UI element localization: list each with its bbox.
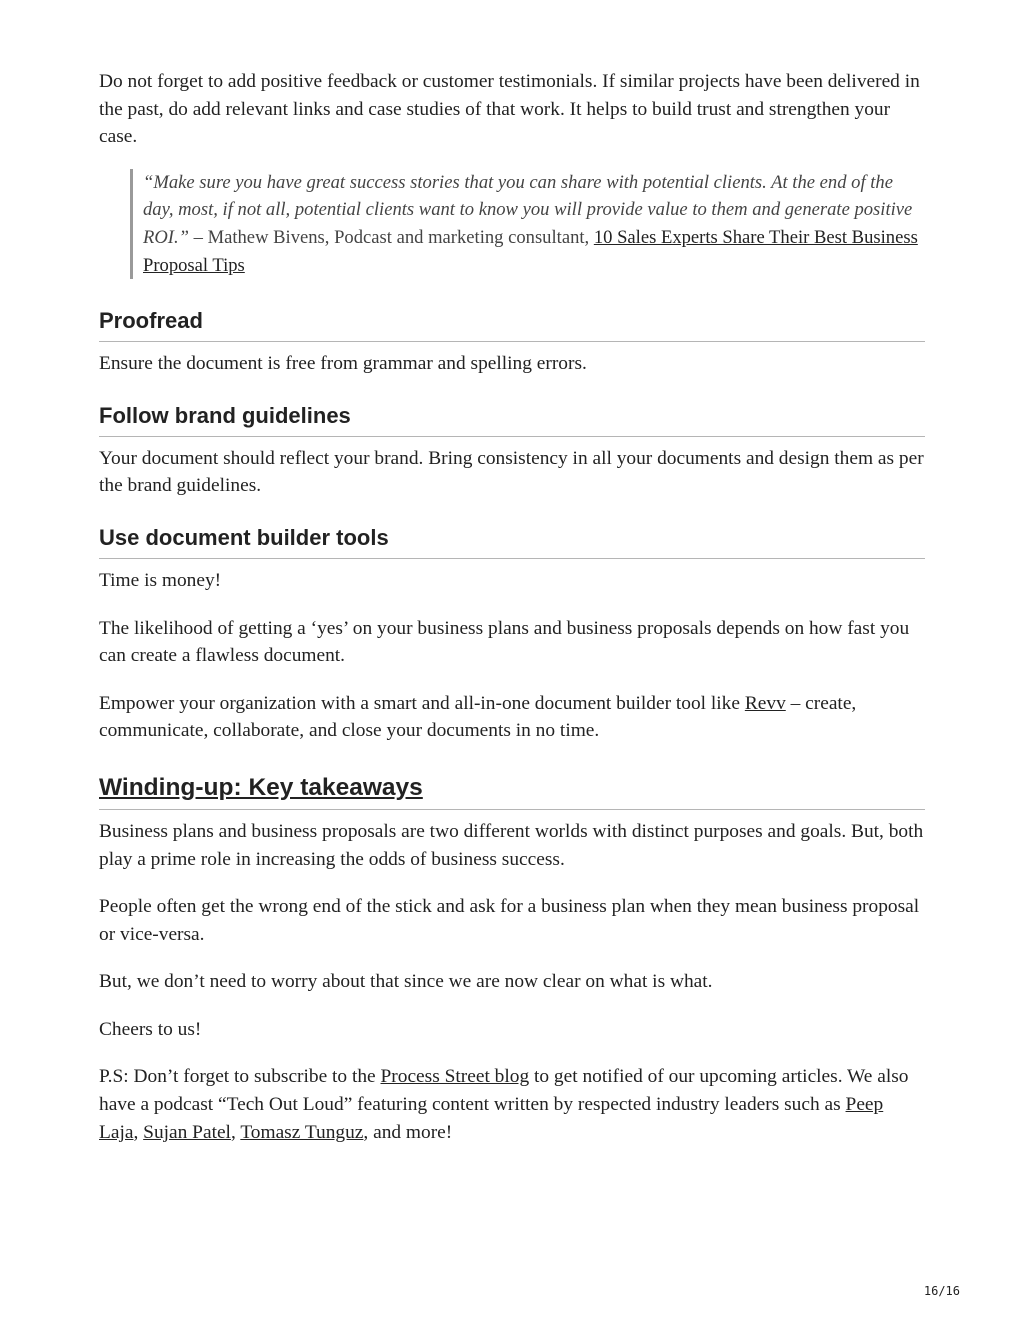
blockquote xyxy=(130,169,925,279)
section-builder-tools xyxy=(99,524,925,745)
ps-sep: , xyxy=(230,1121,241,1143)
heading-key-takeaways-text[interactable]: Winding-up: Key takeaways xyxy=(99,773,423,801)
ps-text: P.S: Don’t forget to subscribe to the xyxy=(99,1066,381,1088)
page-number: 16/16 xyxy=(923,1284,960,1298)
takeaways-p4: Cheers to us! xyxy=(99,1018,202,1040)
section-takeaways xyxy=(99,773,925,1146)
quote-source-link[interactable]: 10 Sales Experts Share Their Best Business Proposal Tips xyxy=(143,226,918,276)
document-page xyxy=(99,68,925,1146)
builder-p1: Time is money! xyxy=(99,569,222,591)
builder-p3-text: Empower your organization with a smart and all-in-one document builder tool like xyxy=(99,692,745,714)
ps-sep: , xyxy=(133,1121,144,1143)
takeaways-ps xyxy=(99,1063,925,1146)
builder-p2: The likelihood of getting a ‘yes’ on your business plans and business proposals depends on how fast you can create a flawless document. xyxy=(99,617,910,667)
tomasz-tunguz-link[interactable]: Tomasz Tunguz xyxy=(240,1121,364,1143)
ps-text-end: , and more! xyxy=(363,1121,453,1143)
takeaways-p1: Business plans and business proposals are two different worlds with distinct purposes and goals. But, both play a prime role in increasing the odds of business success. xyxy=(99,820,924,870)
quote-attribution: – Mathew Bivens, Podcast and marketing consultant, xyxy=(188,226,594,248)
takeaways-p2: People often get the wrong end of the stick and ask for a business plan when they mean business proposal or vice-versa. xyxy=(99,896,920,945)
sujan-patel-link[interactable]: Sujan Patel xyxy=(143,1121,231,1143)
section-proofread xyxy=(99,307,925,378)
section-brand xyxy=(99,402,925,500)
intro-paragraph: Do not forget to add positive feedback or customer testimonials. If similar projects have been delivered in the past, do add relevant links and case studies of that work. It helps to build trust and strengthen your case. xyxy=(99,71,920,148)
heading-brand-guidelines: Follow brand guidelines xyxy=(99,402,925,437)
heading-key-takeaways[interactable] xyxy=(99,773,925,810)
brand-body: Your document should reflect your brand. Bring consistency in all your documents and design them as per the brand guidelines. xyxy=(99,447,924,497)
peep-laja-link[interactable]: Peep Laja xyxy=(99,1094,884,1143)
heading-document-builder: Use document builder tools xyxy=(99,524,925,559)
revv-link[interactable]: Revv xyxy=(744,692,786,714)
heading-proofread: Proofread xyxy=(99,307,925,342)
builder-p3-text-end: – create, communicate, collaborate, and close your documents in no time. xyxy=(99,692,857,742)
proofread-body: Ensure the document is free from grammar and spelling errors. xyxy=(99,353,587,375)
process-street-blog-link[interactable]: Process Street blog xyxy=(380,1066,530,1088)
quote-text: “Make sure you have great success stories that you can share with potential clients. At the end of the day, most, if not all, potential clients want to know you will provide value to them and generate positive ROI.” xyxy=(143,171,913,248)
builder-p3 xyxy=(99,690,925,745)
takeaways-p3: But, we don’t need to worry about that since we are now clear on what is what. xyxy=(99,971,713,993)
ps-text-mid: to get notified of our upcoming articles. We also have a podcast “Tech Out Loud” featuring content written by respected industry leaders such as xyxy=(99,1066,909,1116)
